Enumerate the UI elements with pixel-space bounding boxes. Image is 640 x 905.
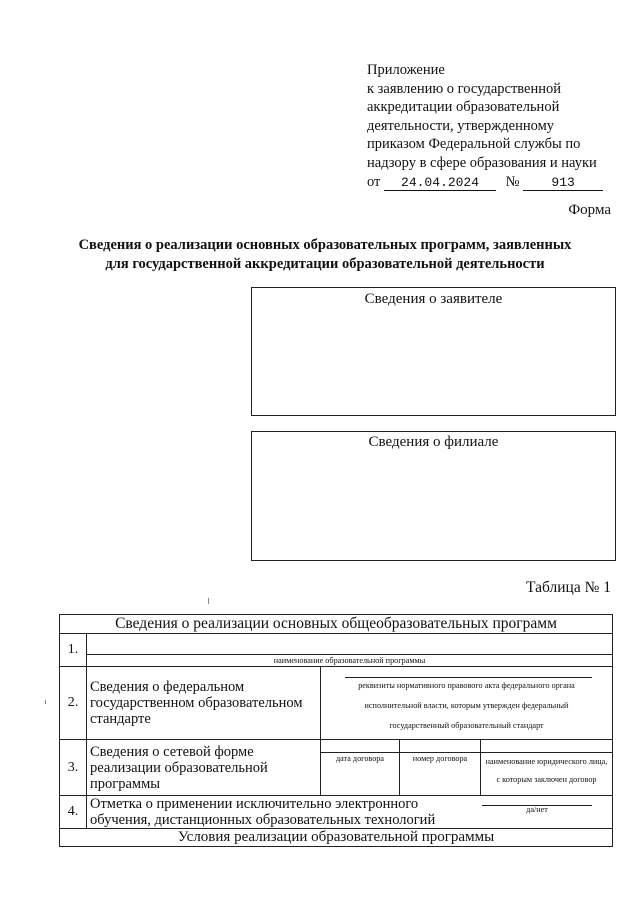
legal-entity-hint bbox=[481, 753, 612, 789]
contract-date-cell[interactable] bbox=[321, 740, 400, 796]
row-number: 4. bbox=[60, 796, 87, 829]
row-number: 3. bbox=[60, 740, 87, 796]
order-number: 913 bbox=[523, 176, 603, 191]
table-number-label: Таблица № 1 bbox=[526, 579, 611, 596]
legal-entity-hint-line: с которым заключен договор bbox=[496, 775, 597, 784]
conditions-header: Условия реализации образовательной программы bbox=[60, 829, 613, 847]
scan-mark bbox=[45, 700, 46, 704]
legal-entity-hint-line: наименование юридического лица, bbox=[485, 757, 608, 766]
branch-caption: Сведения о филиале bbox=[368, 434, 499, 450]
title-line: Сведения о реализации основных образовательных программ, заявленных bbox=[78, 237, 572, 253]
network-label-line: программы bbox=[90, 775, 160, 792]
fgos-label-line: государственном образовательном bbox=[90, 695, 303, 711]
fgos-hint bbox=[321, 676, 612, 736]
legal-entity-cell[interactable] bbox=[481, 740, 613, 796]
fgos-hint-line: государственный образовательный стандарт bbox=[389, 720, 544, 730]
appendix-block bbox=[367, 61, 639, 191]
fgos-details-cell[interactable] bbox=[321, 667, 613, 740]
contract-date-hint: дата договора bbox=[321, 752, 399, 765]
document-title bbox=[40, 236, 610, 273]
contract-number-hint: номер договора bbox=[400, 752, 480, 765]
network-label-line: реализации образовательной bbox=[90, 759, 268, 776]
program-name-hint: наименование образовательной программы bbox=[273, 656, 426, 665]
network-form-label bbox=[87, 740, 321, 796]
row-number: 2. bbox=[60, 667, 87, 740]
contract-number-cell[interactable] bbox=[400, 740, 481, 796]
applicant-caption: Сведения о заявителе bbox=[364, 291, 503, 307]
applicant-box bbox=[251, 287, 616, 416]
fgos-hint-line: исполнительной власти, которым утвержден федеральный bbox=[364, 700, 569, 710]
appendix-line: приказом Федеральной службы по bbox=[367, 136, 581, 153]
fgos-label-line: стандарте bbox=[90, 711, 151, 727]
table-row bbox=[60, 796, 613, 829]
network-label-line: Сведения о сетевой форме bbox=[90, 743, 254, 760]
title-line: для государственной аккредитации образовательной деятельности bbox=[105, 255, 545, 272]
table-row bbox=[60, 634, 613, 667]
electronic-learning-cell bbox=[87, 796, 613, 829]
appendix-line: аккредитации образовательной bbox=[367, 99, 560, 116]
form-label: Форма bbox=[568, 202, 611, 218]
programs-table bbox=[59, 614, 613, 847]
electronic-label-line: Отметка о применении исключительно электронного bbox=[90, 796, 419, 812]
table-header: Сведения о реализации основных общеобразовательных программ bbox=[60, 615, 613, 634]
from-label: от bbox=[367, 173, 381, 190]
order-details bbox=[367, 173, 639, 192]
number-label: № bbox=[505, 173, 520, 190]
appendix-line: деятельности, утвержденному bbox=[367, 117, 555, 134]
scan-mark bbox=[208, 598, 209, 604]
yes-no-hint: да/нет bbox=[526, 805, 548, 814]
table-row bbox=[60, 740, 613, 796]
branch-box bbox=[251, 431, 616, 561]
fgos-label-line: Сведения о федеральном bbox=[90, 679, 245, 695]
appendix-line: к заявлению о государственной bbox=[367, 80, 562, 97]
program-name-field[interactable] bbox=[87, 634, 612, 655]
fgos-hint-line: реквизиты нормативного правового акта федерального органа bbox=[358, 680, 575, 690]
appendix-line: надзору в сфере образования и науки bbox=[367, 154, 597, 171]
order-date: 24.04.2024 bbox=[384, 176, 496, 191]
row-number: 1. bbox=[60, 634, 87, 667]
appendix-line: Приложение bbox=[367, 62, 445, 78]
table-row bbox=[60, 667, 613, 740]
program-name-cell[interactable] bbox=[87, 634, 613, 667]
electronic-label-line: обучения, дистанционных образовательных технологий bbox=[90, 812, 436, 828]
fgos-label bbox=[87, 667, 321, 740]
